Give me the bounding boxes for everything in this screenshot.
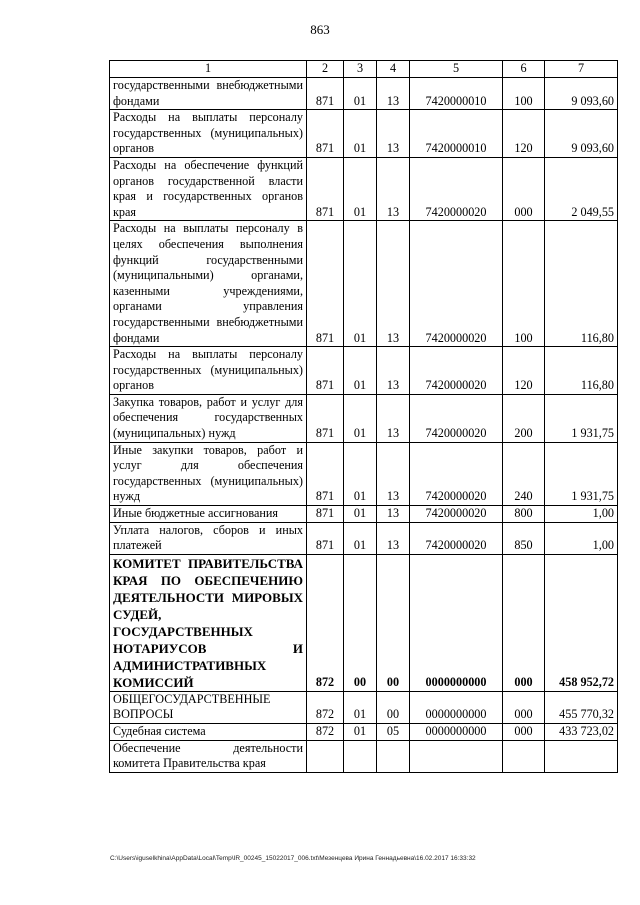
section-code: 01 bbox=[344, 442, 377, 505]
ministry-code: 871 bbox=[307, 157, 344, 220]
table-row bbox=[110, 110, 618, 158]
subsection-code: 00 bbox=[377, 554, 410, 691]
expense-name: КОМИТЕТ ПРАВИТЕЛЬСТВА КРАЯ ПО ОБЕСПЕЧЕНИЮ ДЕЯТЕЛЬНОСТИ МИРОВЫХ СУДЕЙ, ГОСУДАРСТВЕННЫХ НОТАРИУСОВ И АДМИНИСТРАТИВНЫХ КОМИССИЙ bbox=[110, 554, 307, 691]
table-row bbox=[110, 740, 618, 772]
table-row bbox=[110, 157, 618, 220]
amount: 1,00 bbox=[545, 522, 618, 554]
target-item-code: 7420000020 bbox=[410, 347, 503, 395]
subsection-code: 13 bbox=[377, 506, 410, 523]
target-item-code: 7420000020 bbox=[410, 506, 503, 523]
table-row bbox=[110, 394, 618, 442]
section-code: 00 bbox=[344, 554, 377, 691]
column-header: 4 bbox=[377, 61, 410, 78]
section-code: 01 bbox=[344, 157, 377, 220]
expense-name: Расходы на обеспечение функций органов государственной власти края и государственных органов края bbox=[110, 157, 307, 220]
subsection-code: 05 bbox=[377, 724, 410, 741]
ministry-code: 871 bbox=[307, 221, 344, 347]
target-item-code: 7420000020 bbox=[410, 221, 503, 347]
expense-type-code: 000 bbox=[503, 157, 545, 220]
expense-type-code: 000 bbox=[503, 554, 545, 691]
target-item-code: 0000000000 bbox=[410, 554, 503, 691]
table-row bbox=[110, 522, 618, 554]
target-item-code: 7420000010 bbox=[410, 110, 503, 158]
ministry-code: 871 bbox=[307, 347, 344, 395]
amount: 116,80 bbox=[545, 347, 618, 395]
target-item-code: 0000000000 bbox=[410, 724, 503, 741]
amount: 455 770,32 bbox=[545, 691, 618, 723]
subsection-code bbox=[377, 740, 410, 772]
expense-type-code: 800 bbox=[503, 506, 545, 523]
expense-type-code: 240 bbox=[503, 442, 545, 505]
subsection-code: 13 bbox=[377, 442, 410, 505]
expense-type-code: 000 bbox=[503, 691, 545, 723]
target-item-code: 7420000020 bbox=[410, 442, 503, 505]
subsection-code: 13 bbox=[377, 221, 410, 347]
expense-type-code: 100 bbox=[503, 221, 545, 347]
file-path-footer: C:\Users\iguselkhina\AppData\Local\Temp\IR_00245_15022017_006.txt\Мезенцева Ирина Геннадьевна\16.02.2017 16:33:32 bbox=[110, 855, 476, 862]
ministry-code: 872 bbox=[307, 554, 344, 691]
subsection-code: 00 bbox=[377, 691, 410, 723]
amount bbox=[545, 740, 618, 772]
subsection-code: 13 bbox=[377, 522, 410, 554]
subsection-code: 13 bbox=[377, 347, 410, 395]
target-item-code: 7420000010 bbox=[410, 78, 503, 110]
amount: 433 723,02 bbox=[545, 724, 618, 741]
section-code: 01 bbox=[344, 506, 377, 523]
column-header: 5 bbox=[410, 61, 503, 78]
section-code: 01 bbox=[344, 522, 377, 554]
section-code: 01 bbox=[344, 724, 377, 741]
amount: 116,80 bbox=[545, 221, 618, 347]
subsection-code: 13 bbox=[377, 394, 410, 442]
table-row bbox=[110, 506, 618, 523]
ministry-code: 871 bbox=[307, 394, 344, 442]
expense-type-code: 120 bbox=[503, 347, 545, 395]
table-row bbox=[110, 221, 618, 347]
amount: 1 931,75 bbox=[545, 394, 618, 442]
expense-name: Расходы на выплаты персоналу в целях обеспечения выполнения функций государственными (муниципальными) органами, казенными учреждениями, органами управления государственными внебюджетными фондами bbox=[110, 221, 307, 347]
section-code: 01 bbox=[344, 110, 377, 158]
section-code: 01 bbox=[344, 221, 377, 347]
amount: 1 931,75 bbox=[545, 442, 618, 505]
column-header: 1 bbox=[110, 61, 307, 78]
amount: 458 952,72 bbox=[545, 554, 618, 691]
column-header: 6 bbox=[503, 61, 545, 78]
ministry-code: 872 bbox=[307, 724, 344, 741]
expense-name: Расходы на выплаты персоналу государственных (муниципальных) органов bbox=[110, 110, 307, 158]
expense-name: Закупка товаров, работ и услуг для обеспечения государственных (муниципальных) нужд bbox=[110, 394, 307, 442]
ministry-code: 872 bbox=[307, 691, 344, 723]
ministry-code: 871 bbox=[307, 110, 344, 158]
amount: 9 093,60 bbox=[545, 110, 618, 158]
column-header: 3 bbox=[344, 61, 377, 78]
budget-table bbox=[109, 60, 618, 773]
subsection-code: 13 bbox=[377, 157, 410, 220]
table-row-committee bbox=[110, 554, 618, 691]
target-item-code: 7420000020 bbox=[410, 522, 503, 554]
expense-name: Обеспечение деятельности комитета Правительства края bbox=[110, 740, 307, 772]
expense-type-code: 850 bbox=[503, 522, 545, 554]
table-row bbox=[110, 724, 618, 741]
target-item-code: 7420000020 bbox=[410, 157, 503, 220]
expense-type-code: 120 bbox=[503, 110, 545, 158]
ministry-code: 871 bbox=[307, 522, 344, 554]
expense-type-code: 200 bbox=[503, 394, 545, 442]
section-code: 01 bbox=[344, 691, 377, 723]
expense-name: Иные закупки товаров, работ и услуг для обеспечения государственных (муниципальных) нужд bbox=[110, 442, 307, 505]
subsection-code: 13 bbox=[377, 78, 410, 110]
expense-type-code bbox=[503, 740, 545, 772]
target-item-code: 0000000000 bbox=[410, 691, 503, 723]
amount: 9 093,60 bbox=[545, 78, 618, 110]
column-header: 7 bbox=[545, 61, 618, 78]
ministry-code: 871 bbox=[307, 78, 344, 110]
section-code: 01 bbox=[344, 78, 377, 110]
ministry-code bbox=[307, 740, 344, 772]
ministry-code: 871 bbox=[307, 506, 344, 523]
subsection-code: 13 bbox=[377, 110, 410, 158]
table-row bbox=[110, 442, 618, 505]
page-number: 863 bbox=[310, 22, 330, 37]
section-code: 01 bbox=[344, 394, 377, 442]
ministry-code: 871 bbox=[307, 442, 344, 505]
section-code: 01 bbox=[344, 347, 377, 395]
table-row bbox=[110, 691, 618, 723]
expense-name: Расходы на выплаты персоналу государственных (муниципальных) органов bbox=[110, 347, 307, 395]
expense-name: Судебная система bbox=[110, 724, 307, 741]
amount: 2 049,55 bbox=[545, 157, 618, 220]
amount: 1,00 bbox=[545, 506, 618, 523]
target-item-code: 7420000020 bbox=[410, 394, 503, 442]
expense-type-code: 100 bbox=[503, 78, 545, 110]
expense-type-code: 000 bbox=[503, 724, 545, 741]
expense-name: ОБЩЕГОСУДАРСТВЕННЫЕ ВОПРОСЫ bbox=[110, 691, 307, 723]
target-item-code bbox=[410, 740, 503, 772]
table-row bbox=[110, 78, 618, 110]
expense-name: государственными внебюджетными фондами bbox=[110, 78, 307, 110]
expense-name: Уплата налогов, сборов и иных платежей bbox=[110, 522, 307, 554]
section-code bbox=[344, 740, 377, 772]
table-row bbox=[110, 347, 618, 395]
expense-name: Иные бюджетные ассигнования bbox=[110, 506, 307, 523]
table-header-row bbox=[110, 61, 618, 78]
column-header: 2 bbox=[307, 61, 344, 78]
